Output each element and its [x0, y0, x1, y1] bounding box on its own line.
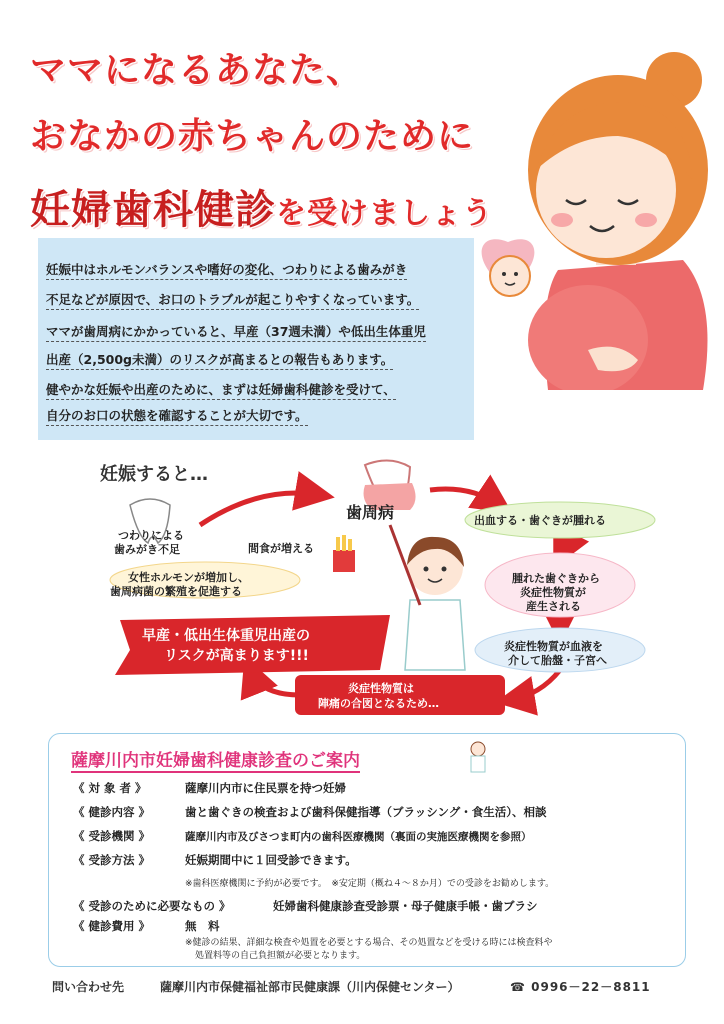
intro-line-4: 出産（2,500g未満）のリスクが高まるとの報告もあります。: [46, 350, 393, 370]
checkup-info-box: [48, 733, 686, 967]
trigger-label-2: 陣痛の合図となるため…: [318, 697, 439, 710]
cost-note-1: ※健診の結果、詳細な検査や処置を必要とする場合、その処置などを受ける時には検査料や: [185, 938, 553, 948]
method-note: ※歯科医療機関に予約が必要です。 ※安定期（概ね４～８か月）での受診をお勧めします。: [185, 879, 555, 889]
info-title: 薩摩川内市妊婦歯科健康診査のご案内: [71, 746, 360, 773]
contact-label: 問い合わせ先: [52, 980, 125, 994]
info-row-method: 《 受診方法 》 妊娠期間中に１回受診できます。: [73, 853, 357, 867]
cost-note-2: 処置料等の自己負担額が必要となります。: [195, 951, 366, 961]
title-line-2: おなかの赤ちゃんのために: [30, 116, 475, 157]
contact-phone: ☎ 0996－22－8811: [510, 980, 651, 994]
info-row-needed: 《 受診のために必要なもの 》 妊婦歯科健康診査受診票・母子健康手帳・歯ブラシ: [73, 899, 538, 913]
title-main-term: 妊婦歯科健診: [30, 187, 276, 233]
diagram-heading: 妊娠すると…: [100, 464, 208, 485]
hormone-label-2: 歯周病菌の繁殖を促進する: [110, 585, 242, 598]
trigger-label-1: 炎症性物質は: [348, 682, 414, 695]
hormone-label-1: 女性ホルモンが増加し、: [128, 571, 249, 584]
info-row-facility: 《 受診機関 》 薩摩川内市及びさつま町内の歯科医療機関（裏面の実施医療機関を参照）: [73, 829, 532, 843]
intro-line-5: 健やかな妊娠や出産のために、まずは妊婦歯科健診を受けて、: [46, 380, 396, 400]
info-row-content: 《 健診内容 》 歯と歯ぐきの検査および歯科保健指導（ブラッシング・食生活）、相談: [73, 805, 547, 819]
intro-line-2: 不足などが原因で、お口のトラブルが起こりやすくなっています。: [46, 290, 419, 310]
periodontal-disease-label: 歯周病: [346, 503, 395, 522]
tsuwari-label-2: 歯みがき不足: [114, 543, 180, 556]
title-line-3: [30, 178, 493, 235]
intro-line-3: ママが歯周病にかかっていると、早産（37週未満）や低出生体重児: [46, 322, 426, 342]
intro-line-6: 自分のお口の状態を確認することが大切です。: [46, 406, 308, 426]
tsuwari-label-1: つわりによる: [118, 529, 184, 542]
info-row-target: 《 対 象 者 》 薩摩川内市に住民票を持つ妊婦: [73, 781, 346, 795]
swollen-label-3: 産生される: [526, 600, 581, 613]
nurse-icon: [467, 740, 489, 774]
pregnant-mother-illustration: [478, 40, 718, 390]
title-line-1: ママになるあなた、: [30, 50, 364, 91]
risk-banner-line-1: 早産・低出生体重児出産の: [142, 628, 310, 644]
risk-banner-line-2: リスクが高まります!!!: [164, 648, 309, 664]
contact-department: 薩摩川内市保健福祉部市民健康課（川内保健センター）: [160, 980, 460, 994]
swollen-label-1: 腫れた歯ぐきから: [512, 572, 600, 585]
snacking-label: 間食が増える: [248, 542, 314, 555]
swollen-label-2: 炎症性物質が: [520, 586, 586, 599]
title-suffix: を受けましょう: [276, 196, 493, 231]
intro-box: [38, 238, 474, 440]
info-row-cost: 《 健診費用 》 無 料: [73, 919, 220, 933]
bloodstream-label-1: 炎症性物質が血液を: [504, 640, 603, 653]
bloodstream-label-2: 介して胎盤・子宮へ: [508, 654, 607, 667]
bleeding-label: 出血する・歯ぐきが腫れる: [474, 514, 606, 527]
intro-line-1: 妊娠中はホルモンバランスや嗜好の変化、つわりによる歯みがき: [46, 260, 407, 280]
